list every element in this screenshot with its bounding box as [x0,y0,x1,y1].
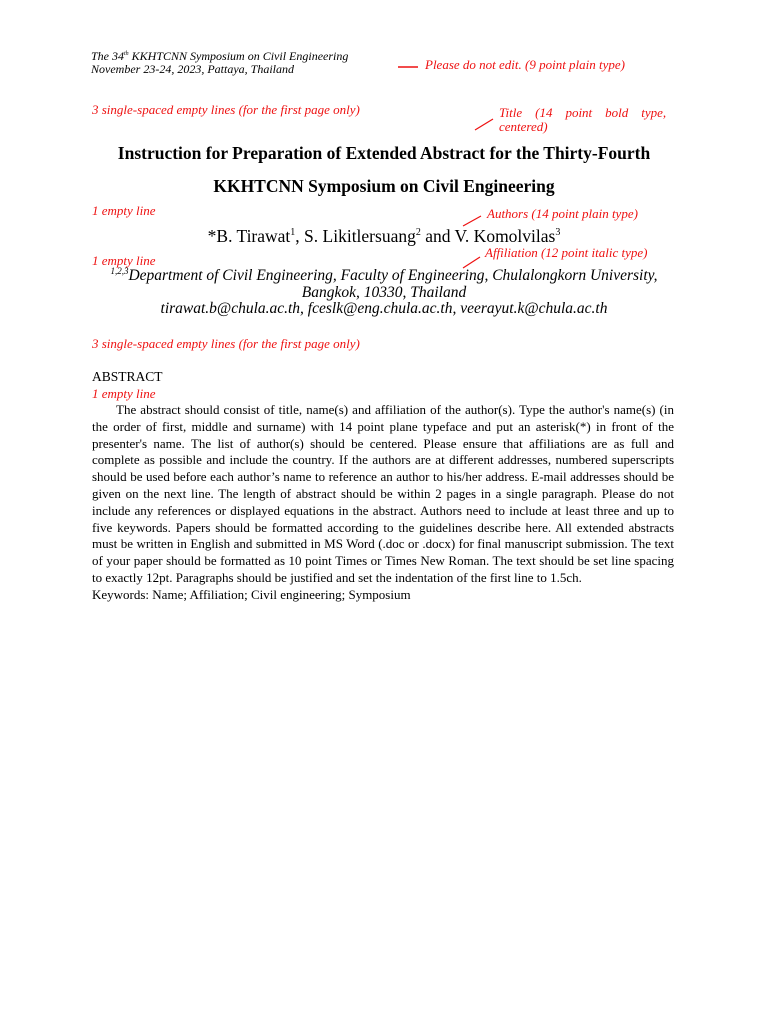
affiliation-block [91,268,677,318]
author-3: and V. Komolvilas [420,226,556,246]
author-2: , S. Likitlersuang [295,226,416,246]
empty-lines-note-bottom: 3 single-spaced empty lines (for the first page only) [92,336,360,351]
abstract-paragraph: The abstract should consist of title, name(s) and affiliation of the author(s). Type the author's name(s) (in the order of first, middle and surname) with 14 point plane typeface and put an asterisk(*) in front of the presenter's name. The list of author(s) should be centered. Please ensure that affiliations are as full and complete as possible and include the country. If the authors are at different addresses, numbered superscripts should be used before each author’s name to reference an author to his/her address. E-mail addresses should be given on the next line. The length of abstract should be within 2 pages in a single paragraph. Please do not include any references or displayed equations in the abstract. Authors need to include at least three and up to five keywords. Papers should be formatted according to the guidelines describe here. All extended abstracts must be written in English and submitted in MS Word (.doc or .docx) for final manuscript submission. The text of your paper should be formatted as 10 point Times or Times New Roman. The text should be set line spacing to exactly 12pt. Paragraphs should be justified and set the indentation of the first line to 1.5ch. [92,402,674,585]
author-1: *B. Tirawat [207,226,291,246]
empty-lines-note-top: 3 single-spaced empty lines (for the first page only) [92,102,360,117]
affiliation-line-1: $^{1,2,3}$Department of Civil Engineering, Faculty of Engineering, Chulalongkorn University, [110,266,658,284]
abstract-heading: ABSTRACT [92,369,163,384]
empty-line-note-1: 1 empty line [92,203,156,218]
empty-line-note-2: 1 empty line [92,253,156,268]
keywords-line: Keywords: Name; Affiliation; Civil engineering; Symposium [92,587,411,602]
affiliation-note: Affiliation (12 point italic type) [485,245,648,260]
paper-title-line-1: Instruction for Preparation of Extended Abstract for the Thirty-Fourth [117,143,651,163]
conference-header [91,50,348,76]
authors-leader [463,216,481,226]
title-leader [475,119,493,130]
no-edit-note: Please do not edit. (9 point plain type) [425,57,626,72]
author-2-superscript: 2 [415,227,421,238]
header-line-2: November 23-24, 2023, Pattaya, Thailand [91,62,294,76]
header-line-1: The 34th KKHTCNN Symposium on Civil Engineering [91,49,349,63]
affiliation-line-2: Bangkok, 10330, Thailand [301,283,467,301]
abstract-body [92,402,674,587]
authors-note: Authors (14 point plain type) [487,206,638,221]
author-list [91,226,677,246]
affiliation-superscript: 1,2,3 [110,266,129,276]
paper-title-line-2: KKHTCNN Symposium on Civil Engineering [213,176,555,196]
author-1-superscript: 1 [290,227,296,238]
author-3-superscript: 3 [555,227,561,238]
empty-line-note-3: 1 empty line [92,386,156,401]
title-note: Title (14 point bold type, centered) [499,105,667,134]
author-emails: tirawat.b@chula.ac.th, fceslk@eng.chula.ac.th, veerayut.k@chula.ac.th [160,300,608,317]
